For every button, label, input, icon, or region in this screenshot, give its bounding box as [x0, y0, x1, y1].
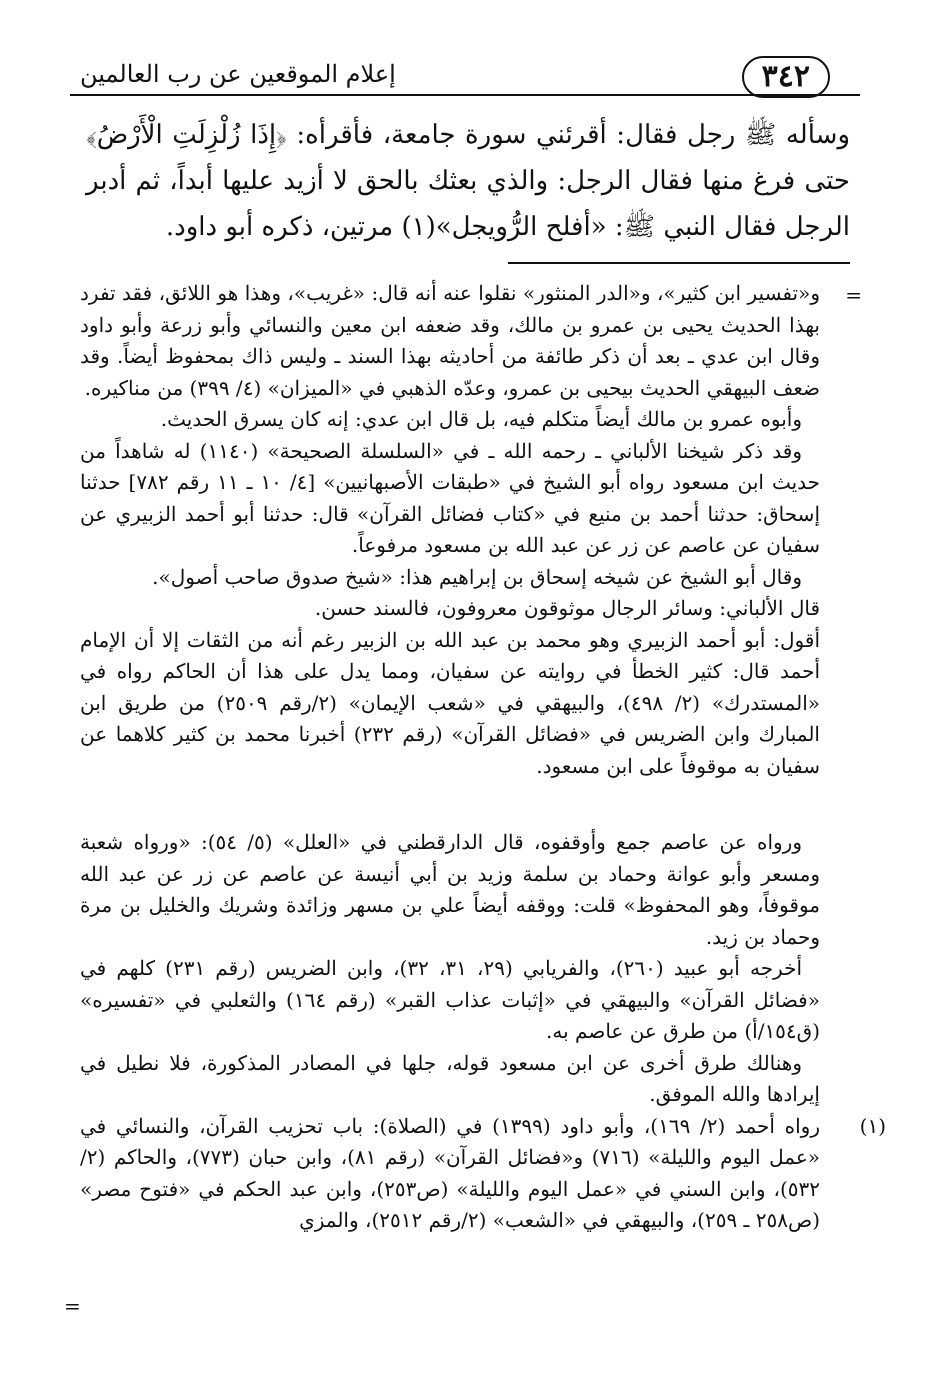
footnote-separator: [508, 262, 850, 264]
note-paragraph: أخرجه أبو عبيد (٢٦٠)، والفريابي (٢٩، ٣١، ٣٢)، وابن الضريس (رقم ٢٣١) كلهم في «فضائل القرآن» والبيهقي في «إثبات عذاب القبر» (رقم ١٦٤) والثعلبي في «تفسيره» (ق١٥٤/أ) من طرق عن عاصم به.: [80, 956, 820, 1043]
continuation-mark-bottom: =: [64, 1294, 81, 1318]
continuation-mark-top: =: [845, 283, 862, 307]
note-paragraph: وقال أبو الشيخ عن شيخه إسحاق بن إبراهيم هذا: «شيخ صدوق صاحب أصول».: [152, 564, 802, 589]
note-paragraph: أقول: أبو أحمد الزبيري وهو محمد بن عبد الله بن الزبير رغم أنه من الثقات إلا أن الإمام أحمد قال: كثير الخطأ في روايته عن سفيان، ومما يدل على هذا أن الحاكم رواه في «المستدرك» (٢/ ٤٩٨)، والبيهقي في «شعب الإيمان» (٢/رقم ٢٥٠٩) من طريق ابن المبارك وابن الضريس في «فضائل القرآن» (رقم ٢٣٢) أخبرنا محمد بن كثير كلاهما عن سفيان به موقوفاً على ابن مسعود.: [80, 627, 821, 778]
page-header: [70, 48, 860, 96]
main-paragraph: وسأله ﷺ رجل فقال: أقرئني سورة جامعة، فأقرأه: ﴿إِذَا زُلْزِلَتِ الْأَرْضُ﴾ حتى فرغ منها فقال الرجل: والذي بعثك بالحق لا أزيد عليها أبداً، ثم أدبر الرجل فقال النبي ﷺ: «أفلح الرُّويجل»(١) مرتين، ذكره أبو داود.: [86, 120, 850, 242]
note-paragraph: وأبوه عمرو بن مالك أيضاً متكلم فيه، بل قال ابن عدي: إنه كان يسرق الحديث.: [160, 407, 802, 431]
note-paragraph: وقد ذكر شيخنا الألباني ـ رحمه الله ـ في «السلسلة الصحيحة» (١١٤٠) له شاهداً من حديث ابن مسعود رواه أبو الشيخ في «طبقات الأصبهانيين» [٤/ ١٠ ـ ١١ رقم ٧٨٢] حدثنا إسحاق: حدثنا أحمد بن منيع في «كتاب فضائل القرآن» قال: حدثنا أبو أحمد الزبيري عن سفيان عن عاصم عن زر عن عبد الله بن مسعود مرفوعاً.: [80, 438, 821, 557]
note-paragraph: قال الألباني: وسائر الرجال موثوقون معروفون، فالسند حسن.: [314, 596, 820, 620]
note-paragraph: و«تفسير ابن كثير»، و«الدر المنثور» نقلوا عنه أنه قال: «غريب»، وهذا هو اللائق، فقد تفرد بهذا الحديث يحيى بن عمرو بن مالك، وقد ضعفه ابن معين والنسائي وأبو زرعة وأبو داود وقال ابن عدي ـ بعد أن ذكر طائفة من أحاديثه بهذا السند ـ وليس ذاك بمحفوظ أيضاً. وقد ضعف البيهقي الحديث بيحيى بن عمرو، وعدّه الذهبي في «الميزان» (٤/ ٣٩٩) من مناكيره.: [80, 281, 820, 400]
running-title: إعلام الموقعين عن رب العالمين: [80, 60, 396, 88]
page-number: ٣٤٢: [742, 56, 830, 98]
main-text: [86, 112, 850, 250]
footnote-text: رواه أحمد (٢/ ١٦٩)، وأبو داود (١٣٩٩) في (الصلاة): باب تحزيب القرآن، والنسائي في «عمل اليوم والليلة» (٧١٦) و«فضائل القرآن» (رقم ٨١)، وابن حبان (٧٧٣)، والحاكم (٢/ ٥٣٢)، وابن السني في «عمل اليوم والليلة» (ص٢٥٣)، وابن عبد الحكم في «فتوح مصر» (ص٢٥٨ ـ ٢٥٩)، والبيهقي في «الشعب» (٢/رقم ٢٥١٢)، والمزي: [80, 1113, 820, 1232]
footnote-1: [80, 1111, 886, 1237]
note-paragraph: ورواه عن عاصم جمع وأوقفوه، قال الدارقطني في «العلل» (٥/ ٥٤): «ورواه شعبة ومسعر وأبو عوانة وحماد بن سلمة وزيد بن أبي أنيسة عن عاصم عن زر عن عبد الله موقوفاً، وهو المحفوظ» قلت: ووقفه أيضاً علي بن مسهر وزائدة وشريك والخليل بن مرة وحماد بن زيد.: [80, 830, 820, 949]
footnotes: [80, 278, 886, 1237]
footnote-number: (١): [859, 1113, 886, 1138]
note-paragraph: وهنالك طرق أخرى عن ابن مسعود قوله، جلها في المصادر المذكورة، فلا نطيل في إيرادها والله الموفق.: [80, 1050, 820, 1106]
